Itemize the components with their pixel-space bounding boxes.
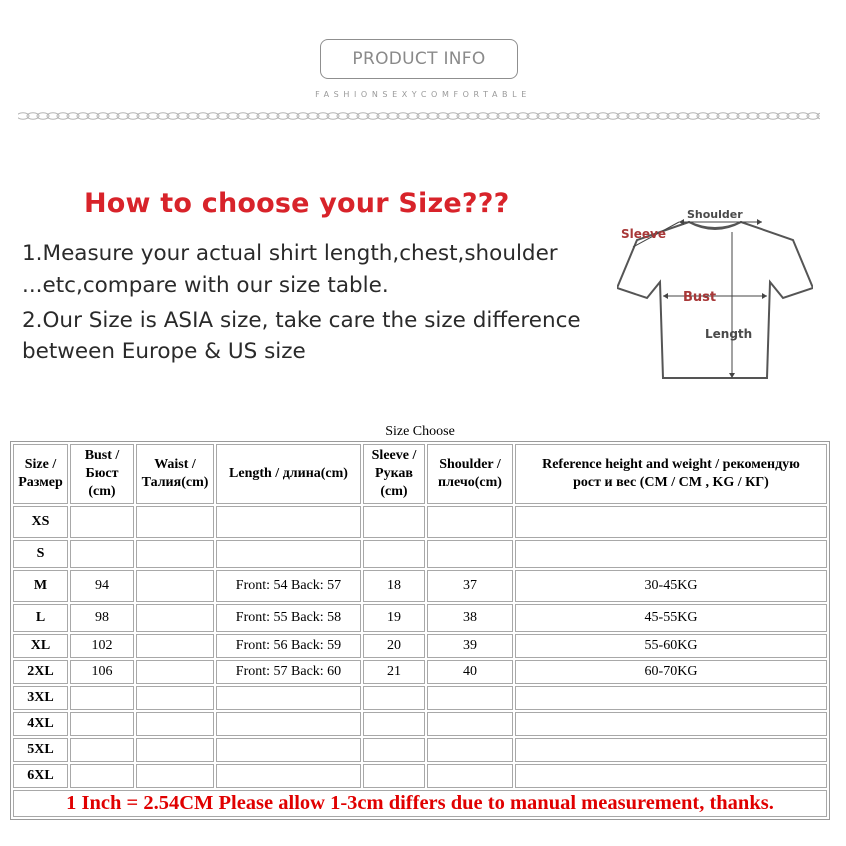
table-row [13, 634, 827, 658]
instruction-line-1: 1.Measure your actual shirt length,chest,shoulder [22, 241, 558, 266]
cell-reference: 55-60KG [515, 634, 827, 658]
cell-size: 5XL [13, 738, 68, 762]
cell-reference [515, 764, 827, 788]
cell-bust [70, 764, 134, 788]
cell-bust [70, 712, 134, 736]
table-row [13, 686, 827, 710]
header-sleeve: Sleeve / Рукав (cm) [363, 444, 425, 504]
cell-waist [136, 506, 214, 538]
cell-shoulder [427, 712, 513, 736]
cell-size: 6XL [13, 764, 68, 788]
size-chart-table [10, 441, 830, 820]
header-shoulder: Shoulder / плечо(cm) [427, 444, 513, 504]
table-header-row [13, 444, 827, 504]
tagline: FASHIONSEXYCOMFORTABLE [315, 90, 531, 99]
cell-sleeve: 19 [363, 604, 425, 632]
table-row [13, 570, 827, 602]
cell-waist [136, 634, 214, 658]
cell-sleeve [363, 738, 425, 762]
cell-shoulder [427, 738, 513, 762]
cell-length [216, 686, 361, 710]
cell-length [216, 540, 361, 568]
cell-size: M [13, 570, 68, 602]
cell-size: 2XL [13, 660, 68, 684]
cell-size: 3XL [13, 686, 68, 710]
cell-waist [136, 604, 214, 632]
instruction-line-4: between Europe & US size [22, 339, 306, 364]
cell-size: S [13, 540, 68, 568]
cell-waist [136, 540, 214, 568]
header-reference: Reference height and weight / рекомендую рост и вес (CM / CM , KG / КГ) [515, 444, 827, 504]
tshirt-measurement-diagram [617, 204, 813, 382]
cell-size: XS [13, 506, 68, 538]
cell-length: Front: 54 Back: 57 [216, 570, 361, 602]
cell-sleeve [363, 540, 425, 568]
cell-shoulder: 40 [427, 660, 513, 684]
sleeve-label: Sleeve [621, 227, 666, 241]
cell-sleeve [363, 764, 425, 788]
table-row [13, 738, 827, 762]
header-size: Size / Размер [13, 444, 68, 504]
cell-length [216, 506, 361, 538]
cell-sleeve [363, 506, 425, 538]
size-guide-title: How to choose your Size??? [84, 188, 510, 219]
cell-sleeve: 18 [363, 570, 425, 602]
note-row [13, 790, 827, 817]
cell-bust [70, 686, 134, 710]
cell-length: Front: 55 Back: 58 [216, 604, 361, 632]
cell-reference [515, 506, 827, 538]
cell-size: L [13, 604, 68, 632]
header-bust: Bust / Бюст (cm) [70, 444, 134, 504]
header-waist: Waist / Талия(cm) [136, 444, 214, 504]
cell-reference: 30-45KG [515, 570, 827, 602]
cell-bust [70, 540, 134, 568]
measurement-note: 1 Inch = 2.54CM Please allow 1-3cm differs due to manual measurement, thanks. [13, 790, 827, 817]
cell-length [216, 712, 361, 736]
cell-length [216, 738, 361, 762]
table-row [13, 712, 827, 736]
cell-reference: 45-55KG [515, 604, 827, 632]
cell-waist [136, 764, 214, 788]
cell-bust: 94 [70, 570, 134, 602]
cell-shoulder [427, 764, 513, 788]
cell-size: XL [13, 634, 68, 658]
cell-shoulder [427, 540, 513, 568]
product-info-box [320, 39, 518, 79]
product-info-label: PRODUCT INFO [352, 49, 486, 69]
cell-reference: 60-70KG [515, 660, 827, 684]
cell-length [216, 764, 361, 788]
cell-reference [515, 712, 827, 736]
cell-length: Front: 56 Back: 59 [216, 634, 361, 658]
decorative-chain-divider [18, 109, 820, 123]
table-row [13, 506, 827, 538]
table-row [13, 540, 827, 568]
cell-reference [515, 686, 827, 710]
cell-bust [70, 506, 134, 538]
cell-waist [136, 570, 214, 602]
table-row [13, 764, 827, 788]
cell-size: 4XL [13, 712, 68, 736]
cell-shoulder: 37 [427, 570, 513, 602]
bust-label: Bust [683, 290, 717, 305]
cell-length: Front: 57 Back: 60 [216, 660, 361, 684]
instruction-line-2: ...etc,compare with our size table. [22, 273, 389, 298]
cell-waist [136, 686, 214, 710]
cell-reference [515, 540, 827, 568]
cell-shoulder [427, 506, 513, 538]
cell-sleeve: 21 [363, 660, 425, 684]
cell-bust: 106 [70, 660, 134, 684]
cell-bust: 98 [70, 604, 134, 632]
cell-sleeve [363, 686, 425, 710]
instruction-line-3: 2.Our Size is ASIA size, take care the size difference [22, 308, 581, 333]
cell-shoulder: 39 [427, 634, 513, 658]
table-row [13, 660, 827, 684]
shoulder-label: Shoulder [687, 208, 743, 221]
cell-sleeve [363, 712, 425, 736]
table-row [13, 604, 827, 632]
cell-waist [136, 738, 214, 762]
cell-waist [136, 660, 214, 684]
header-length: Length / длина(cm) [216, 444, 361, 504]
cell-shoulder: 38 [427, 604, 513, 632]
table-caption: Size Choose [385, 424, 455, 439]
length-label: Length [705, 327, 753, 341]
cell-bust: 102 [70, 634, 134, 658]
cell-shoulder [427, 686, 513, 710]
cell-reference [515, 738, 827, 762]
cell-bust [70, 738, 134, 762]
cell-waist [136, 712, 214, 736]
cell-sleeve: 20 [363, 634, 425, 658]
